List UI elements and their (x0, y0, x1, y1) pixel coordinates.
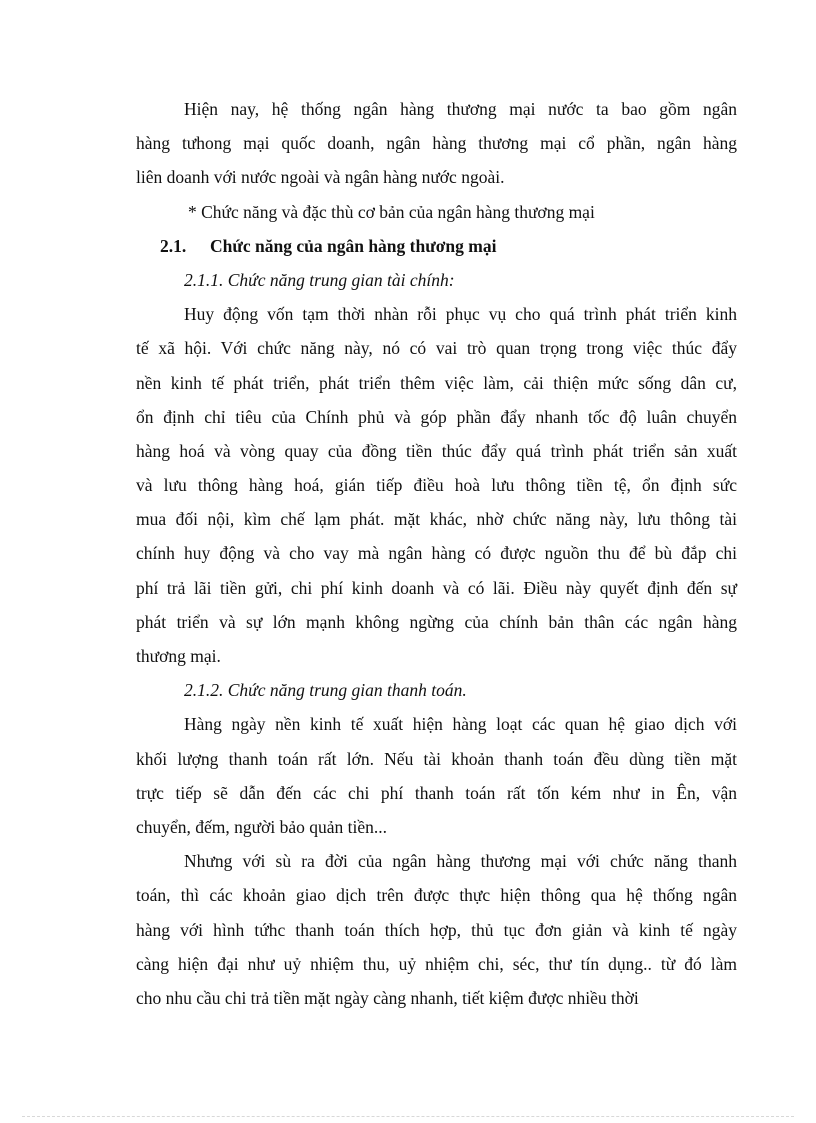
paragraph-line: thương mại. (136, 646, 221, 666)
paragraph-line: hàng tưhong mại quốc doanh, ngân hàng thương mại cổ phần, ngân hàng (136, 133, 737, 154)
section-title: Chức năng của ngân hàng thương mại (210, 235, 497, 256)
paragraph-line: Hiện nay, hệ thống ngân hàng thương mại nước ta bao gồm ngân (184, 99, 737, 119)
paragraph-line: cho nhu cầu chi trả tiền mặt ngày càng nhanh, tiết kiệm được nhiều thời (136, 987, 639, 1008)
paragraph-line: toán, thì các khoản giao dịch trên được thực hiện thông qua hệ thống ngân (136, 885, 737, 906)
paragraph-line: hàng với hình tứhc thanh toán thích hợp, thủ tục đơn giản và kinh tế ngày (136, 919, 737, 940)
paragraph-line: liên doanh với nước ngoài và ngân hàng nước ngoài. (136, 167, 505, 188)
paragraph-intro (136, 92, 737, 195)
paragraph-line: mua đối nội, kìm chế lạm phát. mặt khác, nhờ chức năng này, lưu thông tài (136, 509, 737, 530)
paragraph-line: nền kinh tế phát triển, phát triển thêm việc làm, cải thiện mức sống dân cư, (136, 372, 737, 393)
paragraph-line: ổn định chỉ tiêu của Chính phủ và góp phần đẩy nhanh tốc độ luân chuyển (136, 406, 737, 427)
page-bottom-divider (22, 1116, 794, 1117)
paragraph-line: Nhưng với sù ra đời của ngân hàng thương mại với chức năng thanh (184, 851, 737, 872)
paragraph-line: càng hiện đại như uỷ nhiệm thu, uỷ nhiệm chi, séc, thư tín dụng.. từ đó làm (136, 953, 737, 974)
paragraph-line: và lưu thông hàng hoá, gián tiếp điều hoà lưu thông tiền tệ, ổn định sức (136, 475, 737, 496)
paragraph-financial-intermediary (136, 297, 737, 673)
section-heading (136, 229, 737, 263)
subsection-heading-1: 2.1.1. Chức năng trung gian tài chính: (184, 269, 455, 290)
paragraph-line: khối lượng thanh toán rất lớn. Nếu tài khoản thanh toán đều dùng tiền mặt (136, 748, 737, 769)
subsection-heading-2: 2.1.2. Chức năng trung gian thanh toán. (184, 680, 467, 701)
section-intro-line: * Chức năng và đặc thù cơ bản của ngân hàng thương mại (188, 201, 595, 222)
paragraph-line: chuyển, đếm, người bảo quản tiền... (136, 816, 388, 837)
paragraph-line: trực tiếp sẽ dẫn đến các chi phí thanh toán rất tốn kém như in Ên, vận (136, 782, 737, 803)
paragraph-line: Hàng ngày nền kinh tế xuất hiện hàng loạt các quan hệ giao dịch với (184, 714, 737, 735)
paragraph-payment-benefits (136, 844, 737, 1015)
section-number: 2.1. (160, 235, 187, 256)
paragraph-line: chính huy động và cho vay mà ngân hàng có được nguồn thu để bù đắp chi (136, 543, 737, 564)
paragraph-payment-intermediary (136, 707, 737, 844)
paragraph-line: phát triển và sự lớn mạnh không ngừng của chính bản thân các ngân hàng (136, 611, 737, 632)
paragraph-line: hàng hoá và vòng quay của đồng tiền thúc đẩy quá trình phát triển sản xuất (136, 440, 737, 461)
paragraph-line: Huy động vốn tạm thời nhàn rỗi phục vụ cho quá trình phát triển kinh (184, 304, 737, 325)
paragraph-line: tế xã hội. Với chức năng này, nó có vai trò quan trọng trong việc thúc đẩy (136, 338, 737, 359)
document-page (136, 92, 737, 1015)
paragraph-line: phí trả lãi tiền gửi, chi phí kinh doanh và có lãi. Điều này quyết định đến sự (136, 577, 737, 598)
